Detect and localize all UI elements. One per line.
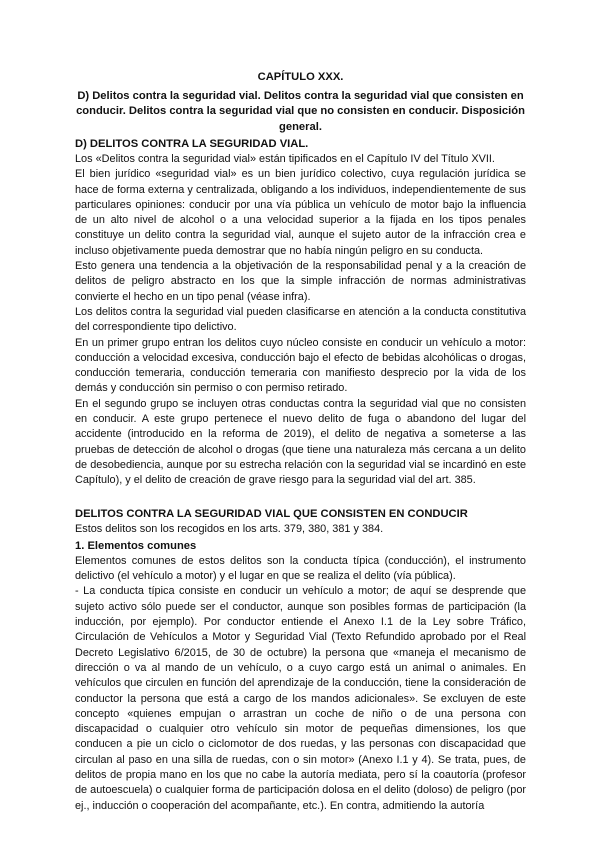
paragraph: - La conducta típica consiste en conducir un vehículo a motor; de aquí se desprende que sujeto activo sólo puede ser el conductor, aunque son posibles formas de participación (la inducción, por ejemplo). Por conductor entiende el Anexo I.1 de la Ley sobre Tráfico, Circulación de Vehículos a Motor y Seguridad Vial (Texto Refundido aprobado por el Real Decreto Legislativo 6/2015, de 30 de octubre) la persona que «maneja el mecanismo de dirección o va al mando de un vehículo, o a cuyo cargo está un animal o animales. En vehículos que circulen en función del aprendizaje de la conducción, tiene la consideración de conductor la persona que está a cargo de los mandos adicionales». Se excluyen de este concepto «quienes empujan o arrastran un coche de niño o de una persona con discapacidad o cualquier otro vehículo sin motor de pequeñas dimensiones, los que conducen a pie un ciclo o ciclomotor de dos ruedas, y las personas con discapacidad que circulan al paso en una silla de ruedas, con o sin motor» (Anexo I.1 y 4). Se trata, pues, de delitos de propia mano en los que no cabe la autoría mediata, pero sí la coautoría (profesor de autoescuela) o cualquier forma de participación dolosa en el delito (doloso) de peligro (por ej., inducción o cooperación del acompañante, etc.). En contra, admitiendo la autoría bbox=[75, 585, 526, 812]
section-d-heading: D) DELITOS CONTRA LA SEGURIDAD VIAL. bbox=[75, 138, 309, 150]
paragraph: Esto genera una tendencia a la objetivación de la responsabilidad penal y a la creación de delitos de peligro abstracto en los que la simple infracción de normas administrativas convierte el hecho en un tipo penal (véase infra). bbox=[75, 260, 526, 303]
subsection-heading: 1. Elementos comunes bbox=[75, 539, 197, 552]
chapter-subtitle: D) Delitos contra la seguridad vial. Delitos contra la seguridad vial que consisten en conducir. Delitos contra la seguridad vial que no consisten en conducir. Disposición general. bbox=[76, 89, 525, 133]
paragraph: Los «Delitos contra la seguridad vial» están tipificados en el Capítulo IV del Título XVII. bbox=[75, 153, 495, 165]
paragraph: El bien jurídico «seguridad vial» es un bien jurídico colectivo, cuya regulación jurídica se hace de forma externa y centralizada, obligando a los individuos, independientemente de sus particulares opiniones: conducir por una vía pública un vehículo de motor bajo la influencia de un alto nivel de alcohol o a una velocidad superior a la fijada en los tipos penales constituye un delito contra la seguridad vial, aunque el sujeto autor de la infracción crea e incluso objetivamente pueda demostrar que no había ningún peligro en su conducta. bbox=[75, 168, 526, 257]
paragraph: Elementos comunes de estos delitos son la conducta típica (conducción), el instrumento delictivo (el vehículo a motor) y el lugar en que se realiza el delito (vía pública). bbox=[75, 554, 526, 583]
paragraph: En un primer grupo entran los delitos cuyo núcleo consiste en conducir un vehículo a motor: conducción a velocidad excesiva, conducción bajo el efecto de bebidas alcohólicas o drogas, conducción temeraria, conducción temeraria con manifiesto desprecio por la vida de los demás y conducción sin permiso o con permiso retirado. bbox=[75, 336, 526, 395]
chapter-title: CAPÍTULO XXX. bbox=[257, 71, 344, 83]
section-conducir-heading: DELITOS CONTRA LA SEGURIDAD VIAL QUE CONSISTEN EN CONDUCIR bbox=[75, 507, 468, 520]
section-intro: Estos delitos son los recogidos en los arts. 379, 380, 381 y 384. bbox=[75, 522, 384, 535]
paragraph: En el segundo grupo se incluyen otras conductas contra la seguridad vial que no consisten en conducir. A este grupo pertenece el nuevo delito de fuga o abandono del lugar del accidente (introducido en la reforma de 2019), el delito de negativa a someterse a las pruebas de detección de alcohol o drogas (que tiene una naturaleza más cercana a un delito de desobediencia, aunque por su estrecha relación con la seguridad vial se incardinó en este Capítulo), y el delito de creación de grave riesgo para la seguridad vial del art. 385. bbox=[75, 397, 526, 487]
paragraph: Los delitos contra la seguridad vial pueden clasificarse en atención a la conducta constitutiva del correspondiente tipo delictivo. bbox=[75, 305, 526, 334]
